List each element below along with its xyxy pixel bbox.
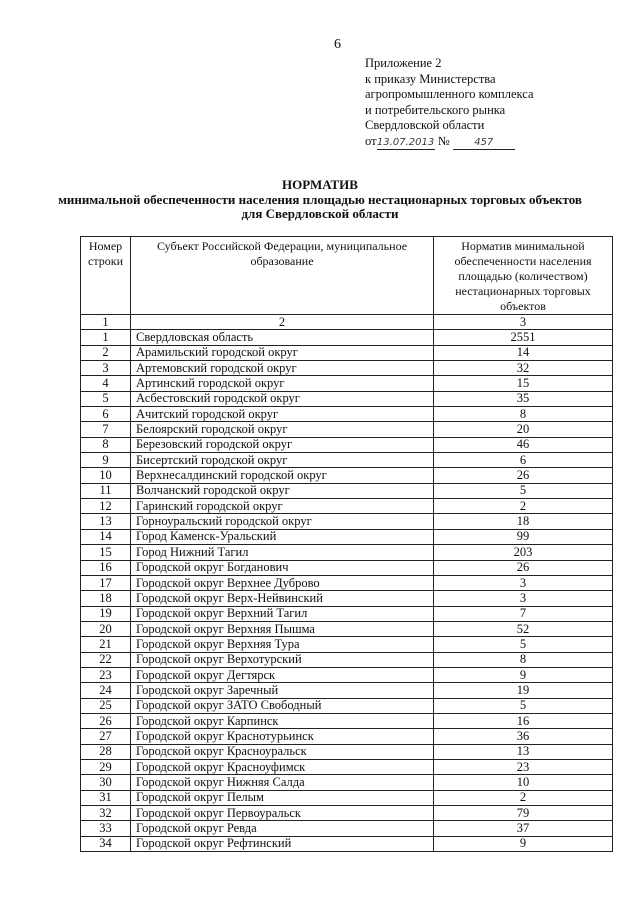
row-number-cell: 28	[81, 744, 131, 759]
norm-value-cell: 15	[434, 376, 613, 391]
row-number-cell: 24	[81, 683, 131, 698]
column-number: 2	[131, 315, 434, 330]
subject-cell: Городской округ ЗАТО Свободный	[131, 698, 434, 713]
table-row	[81, 790, 613, 805]
table-row	[81, 713, 613, 728]
row-number-cell: 6	[81, 407, 131, 422]
row-number-cell: 31	[81, 790, 131, 805]
table-row	[81, 667, 613, 682]
norm-value-cell: 26	[434, 468, 613, 483]
row-number-cell: 18	[81, 591, 131, 606]
date-prefix: от	[365, 133, 377, 148]
norm-value-cell: 20	[434, 422, 613, 437]
norm-value-cell: 79	[434, 806, 613, 821]
table-row	[81, 836, 613, 851]
row-number-cell: 8	[81, 437, 131, 452]
subject-cell: Асбестовский городской округ	[131, 391, 434, 406]
subject-cell: Городской округ Красноуральск	[131, 744, 434, 759]
subject-cell: Белоярский городской округ	[131, 422, 434, 437]
norm-value-cell: 14	[434, 345, 613, 360]
table-row	[81, 698, 613, 713]
norm-value-cell: 36	[434, 729, 613, 744]
subject-cell: Городской округ Верх-Нейвинский	[131, 591, 434, 606]
table-row	[81, 483, 613, 498]
table-row	[81, 759, 613, 774]
norm-value-cell: 2	[434, 499, 613, 514]
title-subtitle: для Свердловской области	[241, 206, 399, 221]
column-number-row	[81, 315, 613, 330]
table-row	[81, 806, 613, 821]
row-number-cell: 15	[81, 545, 131, 560]
table-row	[81, 330, 613, 345]
row-number-cell: 25	[81, 698, 131, 713]
norm-value-cell: 18	[434, 514, 613, 529]
table-row	[81, 591, 613, 606]
table-row	[81, 407, 613, 422]
row-number-cell: 5	[81, 391, 131, 406]
norm-value-cell: 19	[434, 683, 613, 698]
row-number-cell: 22	[81, 652, 131, 667]
norm-table	[80, 236, 613, 852]
row-number-cell: 3	[81, 361, 131, 376]
norm-value-cell: 35	[434, 391, 613, 406]
subject-cell: Городской округ Краснотурьинск	[131, 729, 434, 744]
table-row	[81, 560, 613, 575]
subject-cell: Арамильский городской округ	[131, 345, 434, 360]
table-row	[81, 606, 613, 621]
subject-cell: Городской округ Рефтинский	[131, 836, 434, 851]
norm-value-cell: 5	[434, 698, 613, 713]
row-number-cell: 30	[81, 775, 131, 790]
norm-value-cell: 13	[434, 744, 613, 759]
column-number: 1	[81, 315, 131, 330]
table-row	[81, 345, 613, 360]
table-row	[81, 361, 613, 376]
table-row	[81, 376, 613, 391]
table-row	[81, 729, 613, 744]
subject-cell: Ачитский городской округ	[131, 407, 434, 422]
subject-cell: Городской округ Верхняя Пышма	[131, 621, 434, 636]
table-row	[81, 744, 613, 759]
page-number: 6	[334, 37, 341, 52]
subject-cell: Березовский городской округ	[131, 437, 434, 452]
subject-cell: Городской округ Верхотурский	[131, 652, 434, 667]
row-number-cell: 23	[81, 667, 131, 682]
norm-value-cell: 26	[434, 560, 613, 575]
norm-value-cell: 99	[434, 529, 613, 544]
norm-value-cell: 2	[434, 790, 613, 805]
norm-value-cell: 7	[434, 606, 613, 621]
appendix-line: агропромышленного комплекса	[365, 87, 534, 101]
norm-value-cell: 52	[434, 621, 613, 636]
subject-cell: Свердловская область	[131, 330, 434, 345]
table-row	[81, 575, 613, 590]
number-value: 457	[453, 137, 515, 150]
table-row	[81, 637, 613, 652]
table-row	[81, 468, 613, 483]
subject-cell: Город Каменск-Уральский	[131, 529, 434, 544]
row-number-cell: 10	[81, 468, 131, 483]
row-number-cell: 32	[81, 806, 131, 821]
subject-cell: Городской округ Верхнее Дуброво	[131, 575, 434, 590]
appendix-line: к приказу Министерства	[365, 71, 496, 86]
row-number-cell: 1	[81, 330, 131, 345]
row-number-cell: 19	[81, 606, 131, 621]
norm-value-cell: 8	[434, 652, 613, 667]
norm-value-cell: 8	[434, 407, 613, 422]
row-number-cell: 20	[81, 621, 131, 636]
title-heading: НОРМАТИВ	[282, 177, 358, 192]
norm-value-cell: 46	[434, 437, 613, 452]
row-number-cell: 17	[81, 575, 131, 590]
appendix-line: Свердловской области	[365, 118, 485, 132]
subject-cell: Гаринский городской округ	[131, 499, 434, 514]
subject-cell: Городской округ Дегтярск	[131, 667, 434, 682]
table-row	[81, 529, 613, 544]
header-subject: Субъект Российской Федерации, муниципальное образование	[131, 237, 434, 315]
row-number-cell: 21	[81, 637, 131, 652]
norm-value-cell: 6	[434, 453, 613, 468]
subject-cell: Волчанский городской округ	[131, 483, 434, 498]
appendix-date-line	[365, 134, 534, 150]
norm-value-cell: 9	[434, 836, 613, 851]
subject-cell: Городской округ Верхний Тагил	[131, 606, 434, 621]
row-number-cell: 4	[81, 376, 131, 391]
table-row	[81, 545, 613, 560]
column-number: 3	[434, 315, 613, 330]
norm-value-cell: 3	[434, 575, 613, 590]
norm-value-cell: 32	[434, 361, 613, 376]
norm-value-cell: 16	[434, 713, 613, 728]
norm-value-cell: 37	[434, 821, 613, 836]
subject-cell: Бисертский городской округ	[131, 453, 434, 468]
row-number-cell: 27	[81, 729, 131, 744]
subject-cell: Городской округ Нижняя Салда	[131, 775, 434, 790]
table-row	[81, 499, 613, 514]
table-row	[81, 683, 613, 698]
subject-cell: Городской округ Красноуфимск	[131, 759, 434, 774]
row-number-cell: 2	[81, 345, 131, 360]
subject-cell: Артинский городской округ	[131, 376, 434, 391]
row-number-cell: 29	[81, 759, 131, 774]
subject-cell: Городской округ Богданович	[131, 560, 434, 575]
appendix-block	[365, 56, 534, 150]
norm-value-cell: 9	[434, 667, 613, 682]
table-row	[81, 422, 613, 437]
norm-value-cell: 23	[434, 759, 613, 774]
row-number-cell: 13	[81, 514, 131, 529]
subject-cell: Верхнесалдинский городской округ	[131, 468, 434, 483]
header-row-number: Номер строки	[81, 237, 131, 315]
table-row	[81, 453, 613, 468]
appendix-line: Приложение 2	[365, 56, 442, 70]
title-subtitle: минимальной обеспеченности населения площадью нестационарных торговых объектов	[58, 191, 582, 207]
number-prefix: №	[437, 133, 450, 148]
subject-cell: Городской округ Пелым	[131, 790, 434, 805]
row-number-cell: 12	[81, 499, 131, 514]
row-number-cell: 14	[81, 529, 131, 544]
subject-cell: Артемовский городской округ	[131, 361, 434, 376]
row-number-cell: 9	[81, 453, 131, 468]
table-row	[81, 652, 613, 667]
subject-cell: Городской округ Карпинск	[131, 713, 434, 728]
table-row	[81, 821, 613, 836]
table-row	[81, 391, 613, 406]
table-row	[81, 437, 613, 452]
row-number-cell: 7	[81, 422, 131, 437]
subject-cell: Городской округ Первоуральск	[131, 806, 434, 821]
norm-value-cell: 5	[434, 483, 613, 498]
norm-value-cell: 2551	[434, 330, 613, 345]
date-value: 13.07.2013	[376, 136, 435, 148]
row-number-cell: 26	[81, 713, 131, 728]
document-title	[0, 178, 640, 222]
subject-cell: Город Нижний Тагил	[131, 545, 434, 560]
table-row	[81, 775, 613, 790]
norm-value-cell: 10	[434, 775, 613, 790]
norm-value-cell: 3	[434, 591, 613, 606]
subject-cell: Городской округ Ревда	[131, 821, 434, 836]
row-number-cell: 16	[81, 560, 131, 575]
subject-cell: Горноуральский городской округ	[131, 514, 434, 529]
header-norm: Норматив минимальной обеспеченности населения площадью (количеством) нестационарных торговых объектов	[434, 237, 613, 315]
row-number-cell: 11	[81, 483, 131, 498]
row-number-cell: 34	[81, 836, 131, 851]
subject-cell: Городской округ Заречный	[131, 683, 434, 698]
norm-value-cell: 203	[434, 545, 613, 560]
appendix-line: и потребительского рынка	[365, 102, 506, 117]
norm-value-cell: 5	[434, 637, 613, 652]
table-row	[81, 514, 613, 529]
row-number-cell: 33	[81, 821, 131, 836]
subject-cell: Городской округ Верхняя Тура	[131, 637, 434, 652]
table-row	[81, 621, 613, 636]
